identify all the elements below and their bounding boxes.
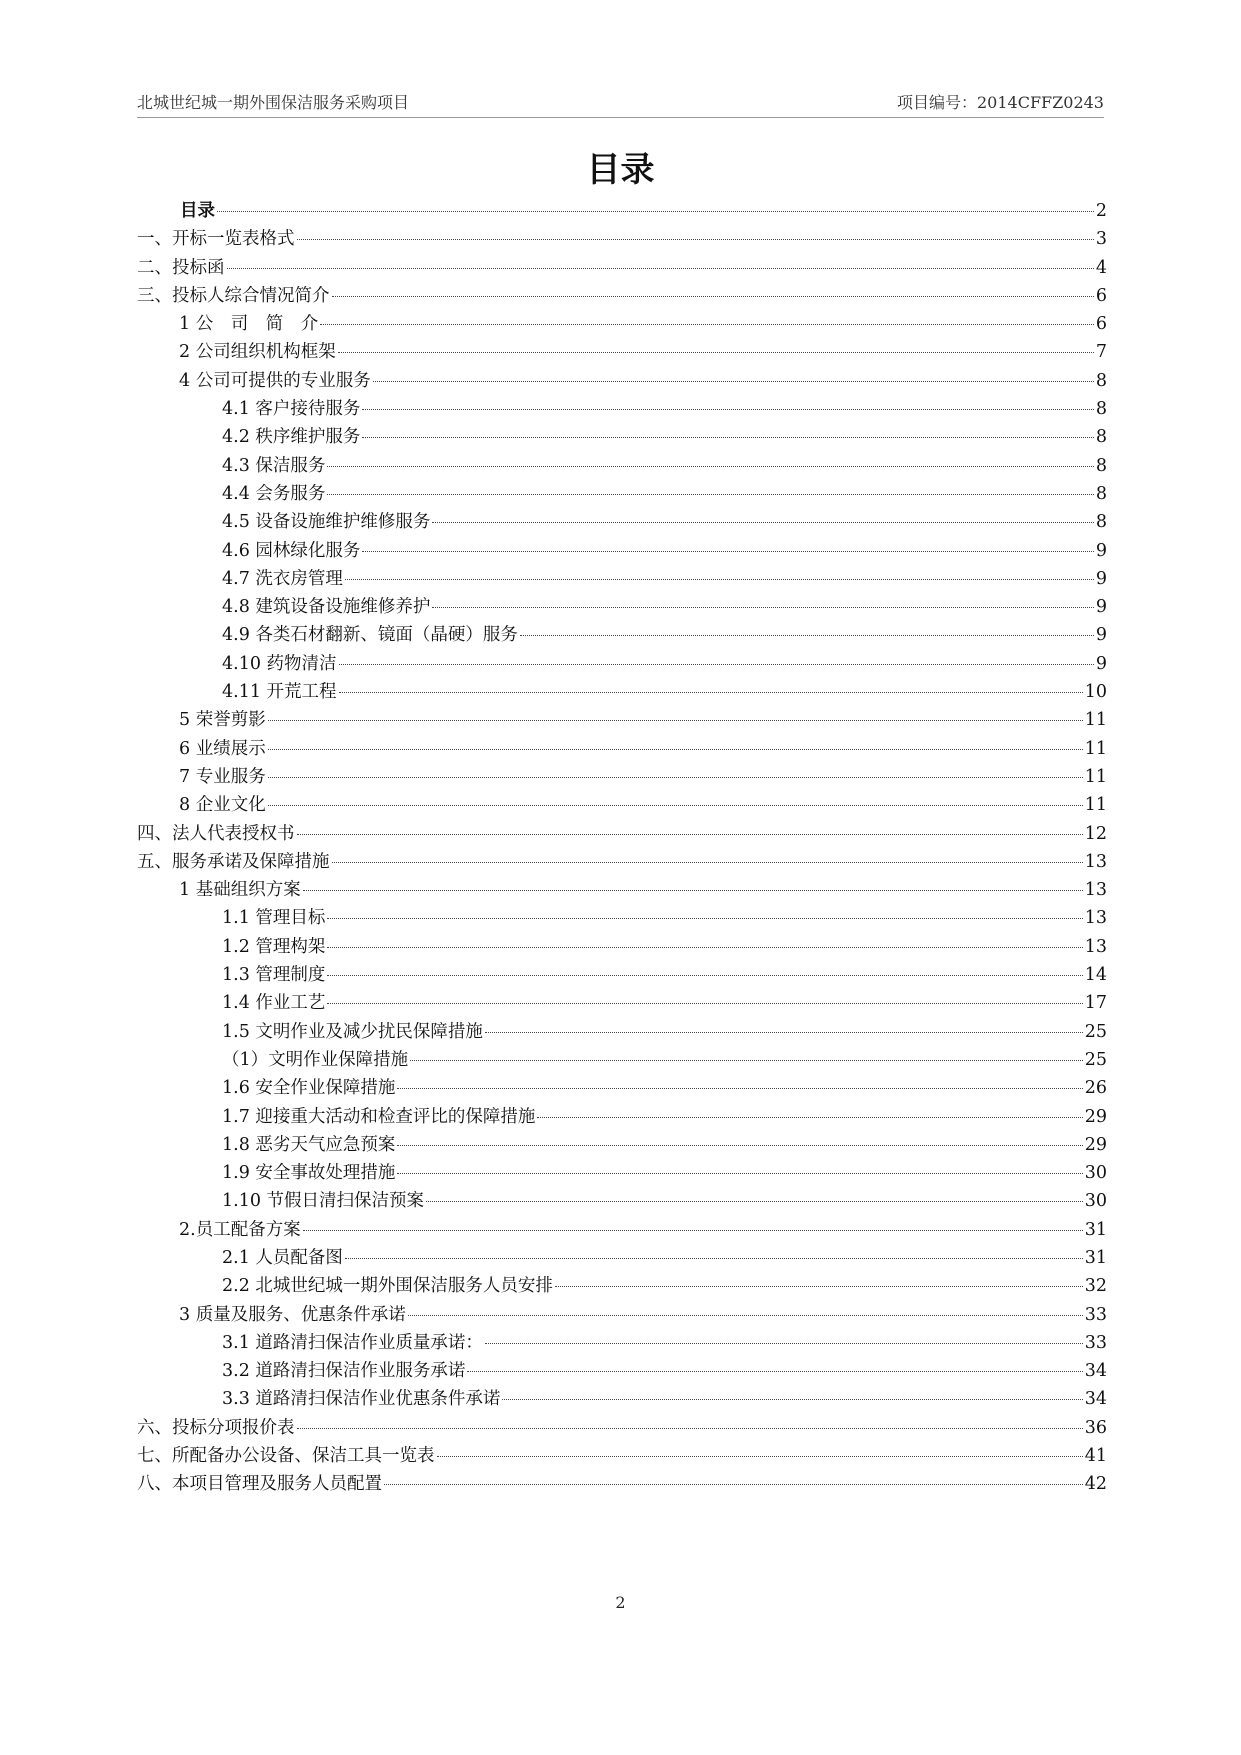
toc-dot-leader: [227, 268, 1094, 269]
toc-dot-leader: [268, 749, 1083, 750]
toc-entry-page: 10: [1084, 682, 1107, 703]
toc-entry-label: 2.1 人员配备图: [222, 1247, 343, 1268]
toc-entry-page: 26: [1084, 1078, 1107, 1099]
toc-entry-page: 9: [1095, 653, 1107, 674]
table-of-contents: [137, 197, 1107, 1499]
toc-entry[interactable]: [137, 1329, 1107, 1357]
toc-dot-leader: [303, 1230, 1083, 1231]
toc-dot-leader: [345, 1258, 1083, 1259]
toc-entry[interactable]: [137, 763, 1107, 791]
toc-entry[interactable]: [137, 1216, 1107, 1244]
toc-dot-leader: [426, 1201, 1083, 1202]
toc-entry-label: 1 公 司 简 介: [179, 314, 319, 335]
toc-entry-label: 6 业绩展示: [179, 738, 266, 759]
toc-dot-leader: [555, 1286, 1083, 1287]
toc-entry-page: 29: [1084, 1134, 1107, 1155]
toc-entry-label: 四、法人代表授权书: [137, 823, 295, 844]
toc-entry-label: 4.8 建筑设备设施维修养护: [222, 597, 431, 618]
toc-entry[interactable]: [137, 933, 1107, 961]
toc-entry-page: 34: [1084, 1361, 1107, 1382]
toc-entry-label: 1.3 管理制度: [222, 965, 326, 986]
toc-entry-label: 1.2 管理构架: [222, 936, 326, 957]
toc-entry-label: 三、投标人综合情况简介: [137, 285, 330, 306]
toc-entry-page: 7: [1095, 342, 1107, 363]
toc-entry-label: 4.5 设备设施维护维修服务: [222, 512, 431, 533]
toc-dot-leader: [345, 579, 1094, 580]
toc-dot-leader: [537, 1117, 1082, 1118]
toc-entry-page: 13: [1084, 880, 1107, 901]
toc-entry-label: 8 企业文化: [179, 795, 266, 816]
toc-entry[interactable]: [137, 1442, 1107, 1470]
toc-entry-label: 目录: [180, 201, 215, 221]
toc-entry-page: 41: [1084, 1446, 1107, 1467]
toc-entry-page: 30: [1084, 1191, 1107, 1212]
toc-entry-label: 3.2 道路清扫保洁作业服务承诺: [222, 1361, 466, 1382]
toc-entry-label: 1.5 文明作业及减少扰民保障措施: [222, 1021, 483, 1042]
toc-entry[interactable]: [137, 961, 1107, 989]
toc-entry[interactable]: [137, 338, 1107, 366]
toc-dot-leader: [327, 975, 1082, 976]
toc-entry-label: 4.9 各类石材翻新、镜面（晶硬）服务: [222, 625, 518, 646]
toc-dot-leader: [373, 381, 1094, 382]
page-title: 目录: [586, 150, 655, 190]
toc-entry[interactable]: [137, 310, 1107, 338]
toc-entry-label: 4.3 保洁服务: [222, 455, 326, 476]
toc-entry-label: 4.1 客户接待服务: [222, 399, 361, 420]
toc-entry[interactable]: [137, 225, 1107, 253]
toc-dot-leader: [327, 1003, 1082, 1004]
toc-dot-leader: [327, 918, 1082, 919]
toc-dot-leader: [410, 1060, 1083, 1061]
toc-entry-label: 2.员工配备方案: [179, 1219, 301, 1240]
toc-entry[interactable]: [137, 989, 1107, 1017]
toc-entry[interactable]: [137, 876, 1107, 904]
toc-entry-page: 8: [1095, 399, 1107, 420]
header-project-name: 北城世纪城一期外围保洁服务采购项目: [137, 93, 410, 112]
toc-entry-label: 4.2 秩序维护服务: [222, 427, 361, 448]
toc-entry[interactable]: [137, 678, 1107, 706]
toc-entry-page: 8: [1095, 370, 1107, 391]
toc-dot-leader: [432, 522, 1093, 523]
toc-entry[interactable]: [137, 1074, 1107, 1102]
toc-entry-page: 33: [1084, 1332, 1107, 1353]
toc-entry[interactable]: [137, 1159, 1107, 1187]
toc-entry[interactable]: [137, 1301, 1107, 1329]
toc-dot-leader: [362, 437, 1093, 438]
toc-entry-label: 五、服务承诺及保障措施: [137, 851, 330, 872]
toc-entry-page: 6: [1095, 285, 1107, 306]
toc-entry-page: 14: [1084, 965, 1107, 986]
toc-dot-leader: [303, 890, 1083, 891]
toc-dot-leader: [339, 692, 1083, 693]
toc-entry[interactable]: [137, 1272, 1107, 1300]
toc-dot-leader: [384, 1484, 1083, 1485]
toc-entry-label: 1.9 安全事故处理措施: [222, 1163, 396, 1184]
toc-dot-leader: [485, 1032, 1083, 1033]
toc-dot-leader: [397, 1088, 1082, 1089]
toc-entry[interactable]: [137, 791, 1107, 819]
toc-entry-page: 31: [1084, 1247, 1107, 1268]
toc-dot-leader: [467, 1371, 1082, 1372]
toc-entry[interactable]: [137, 848, 1107, 876]
toc-entry-label: 4.11 开荒工程: [222, 682, 337, 703]
toc-entry-page: 9: [1095, 540, 1107, 561]
toc-dot-leader: [268, 720, 1083, 721]
toc-entry-page: 13: [1084, 908, 1107, 929]
toc-dot-leader: [485, 1343, 1083, 1344]
toc-entry-label: 一、开标一览表格式: [137, 229, 295, 250]
toc-entry-label: 六、投标分项报价表: [137, 1417, 295, 1438]
toc-entry-page: 9: [1095, 568, 1107, 589]
toc-dot-leader: [332, 862, 1083, 863]
toc-entry-label: 八、本项目管理及服务人员配置: [137, 1474, 382, 1495]
toc-entry-label: 1.6 安全作业保障措施: [222, 1078, 396, 1099]
toc-entry[interactable]: [137, 593, 1107, 621]
toc-entry-page: 30: [1084, 1163, 1107, 1184]
toc-entry-label: 4.6 园林绿化服务: [222, 540, 361, 561]
toc-entry[interactable]: [137, 820, 1107, 848]
toc-dot-leader: [408, 1315, 1083, 1316]
toc-entry-label: 2 公司组织机构框架: [179, 342, 336, 363]
toc-entry-label: （1）文明作业保障措施: [222, 1049, 409, 1070]
toc-entry-label: 1.7 迎接重大活动和检查评比的保障措施: [222, 1106, 536, 1127]
toc-entry-page: 11: [1084, 710, 1107, 731]
toc-entry-label: 3.3 道路清扫保洁作业优惠条件承诺: [222, 1389, 501, 1410]
toc-entry-label: 3 质量及服务、优惠条件承诺: [179, 1304, 406, 1325]
toc-entry-page: 31: [1084, 1219, 1107, 1240]
toc-entry-page: 13: [1084, 851, 1107, 872]
toc-dot-leader: [217, 211, 1094, 212]
toc-entry-label: 1.4 作业工艺: [222, 993, 326, 1014]
toc-entry[interactable]: [137, 1244, 1107, 1272]
toc-entry-page: 11: [1084, 795, 1107, 816]
toc-dot-leader: [520, 635, 1094, 636]
toc-entry-page: 8: [1095, 455, 1107, 476]
toc-entry-page: 25: [1084, 1021, 1107, 1042]
toc-entry-page: 11: [1084, 738, 1107, 759]
toc-entry-page: 8: [1095, 427, 1107, 448]
toc-dot-leader: [338, 352, 1094, 353]
toc-entry-label: 4 公司可提供的专业服务: [179, 370, 371, 391]
toc-dot-leader: [297, 239, 1094, 240]
toc-dot-leader: [297, 1428, 1083, 1429]
toc-entry[interactable]: [137, 621, 1107, 649]
toc-entry-page: 6: [1095, 314, 1107, 335]
toc-dot-leader: [332, 296, 1094, 297]
toc-entry-page: 13: [1084, 936, 1107, 957]
toc-entry-page: 12: [1084, 823, 1107, 844]
toc-entry[interactable]: [137, 254, 1107, 282]
toc-entry[interactable]: [137, 423, 1107, 451]
toc-dot-leader: [362, 551, 1093, 552]
toc-entry[interactable]: [137, 452, 1107, 480]
toc-dot-leader: [339, 664, 1094, 665]
toc-entry-page: 34: [1084, 1389, 1107, 1410]
toc-dot-leader: [432, 607, 1093, 608]
toc-entry-label: 1 基础组织方案: [179, 880, 301, 901]
toc-entry[interactable]: [137, 1046, 1107, 1074]
toc-entry-page: 42: [1084, 1474, 1107, 1495]
toc-dot-leader: [362, 409, 1093, 410]
toc-dot-leader: [327, 466, 1093, 467]
toc-entry-page: 11: [1084, 766, 1107, 787]
toc-entry-label: 3.1 道路清扫保洁作业质量承诺：: [222, 1332, 483, 1353]
toc-dot-leader: [268, 777, 1083, 778]
toc-entry-label: 二、投标函: [137, 257, 225, 278]
toc-entry[interactable]: [137, 508, 1107, 536]
toc-entry[interactable]: [137, 197, 1107, 225]
toc-entry-page: 9: [1095, 625, 1107, 646]
toc-entry-label: 1.8 恶劣天气应急预案: [222, 1134, 396, 1155]
toc-entry-label: 4.4 会务服务: [222, 483, 326, 504]
toc-entry-label: 4.7 洗衣房管理: [222, 568, 343, 589]
toc-entry[interactable]: [137, 480, 1107, 508]
toc-entry[interactable]: [137, 1018, 1107, 1046]
toc-dot-leader: [268, 805, 1083, 806]
toc-dot-leader: [327, 494, 1093, 495]
toc-entry[interactable]: [137, 706, 1107, 734]
toc-entry-label: 7 专业服务: [179, 766, 266, 787]
toc-entry-page: 2: [1095, 201, 1107, 221]
toc-dot-leader: [327, 947, 1082, 948]
toc-entry[interactable]: [137, 1131, 1107, 1159]
toc-entry-page: 8: [1095, 483, 1107, 504]
toc-entry[interactable]: [137, 565, 1107, 593]
toc-entry[interactable]: [137, 1103, 1107, 1131]
toc-entry-page: 32: [1084, 1276, 1107, 1297]
toc-entry-label: 1.10 节假日清扫保洁预案: [222, 1191, 425, 1212]
toc-dot-leader: [437, 1456, 1083, 1457]
toc-dot-leader: [297, 834, 1083, 835]
toc-entry-page: 3: [1095, 229, 1107, 250]
toc-entry[interactable]: [137, 1385, 1107, 1413]
toc-entry-page: 9: [1095, 597, 1107, 618]
header-divider: [137, 117, 1104, 118]
toc-entry[interactable]: [137, 904, 1107, 932]
toc-dot-leader: [397, 1173, 1082, 1174]
toc-dot-leader: [320, 324, 1094, 325]
toc-entry[interactable]: [137, 395, 1107, 423]
toc-entry-label: 1.1 管理目标: [222, 908, 326, 929]
toc-entry[interactable]: [137, 1414, 1107, 1442]
toc-entry[interactable]: [137, 1357, 1107, 1385]
toc-entry-label: 4.10 药物清洁: [222, 653, 337, 674]
header-project-number: 项目编号：2014CFFZ0243: [896, 93, 1104, 112]
toc-entry-label: 5 荣誉剪影: [179, 710, 266, 731]
footer-page-number: 2: [615, 1593, 626, 1612]
toc-dot-leader: [397, 1145, 1082, 1146]
toc-entry-label: 2.2 北城世纪城一期外围保洁服务人员安排: [222, 1276, 553, 1297]
toc-entry[interactable]: [137, 282, 1107, 310]
toc-entry[interactable]: [137, 1470, 1107, 1498]
toc-entry-label: 七、所配备办公设备、保洁工具一览表: [137, 1446, 435, 1467]
toc-entry-page: 17: [1084, 993, 1107, 1014]
toc-entry-page: 4: [1095, 257, 1107, 278]
toc-entry[interactable]: [137, 650, 1107, 678]
toc-entry-page: 8: [1095, 512, 1107, 533]
toc-entry-page: 25: [1084, 1049, 1107, 1070]
toc-entry-page: 36: [1084, 1417, 1107, 1438]
toc-entry[interactable]: [137, 1187, 1107, 1215]
toc-entry[interactable]: [137, 537, 1107, 565]
toc-dot-leader: [502, 1399, 1082, 1400]
toc-entry[interactable]: [137, 735, 1107, 763]
toc-entry-page: 29: [1084, 1106, 1107, 1127]
toc-entry[interactable]: [137, 367, 1107, 395]
toc-entry-page: 33: [1084, 1304, 1107, 1325]
